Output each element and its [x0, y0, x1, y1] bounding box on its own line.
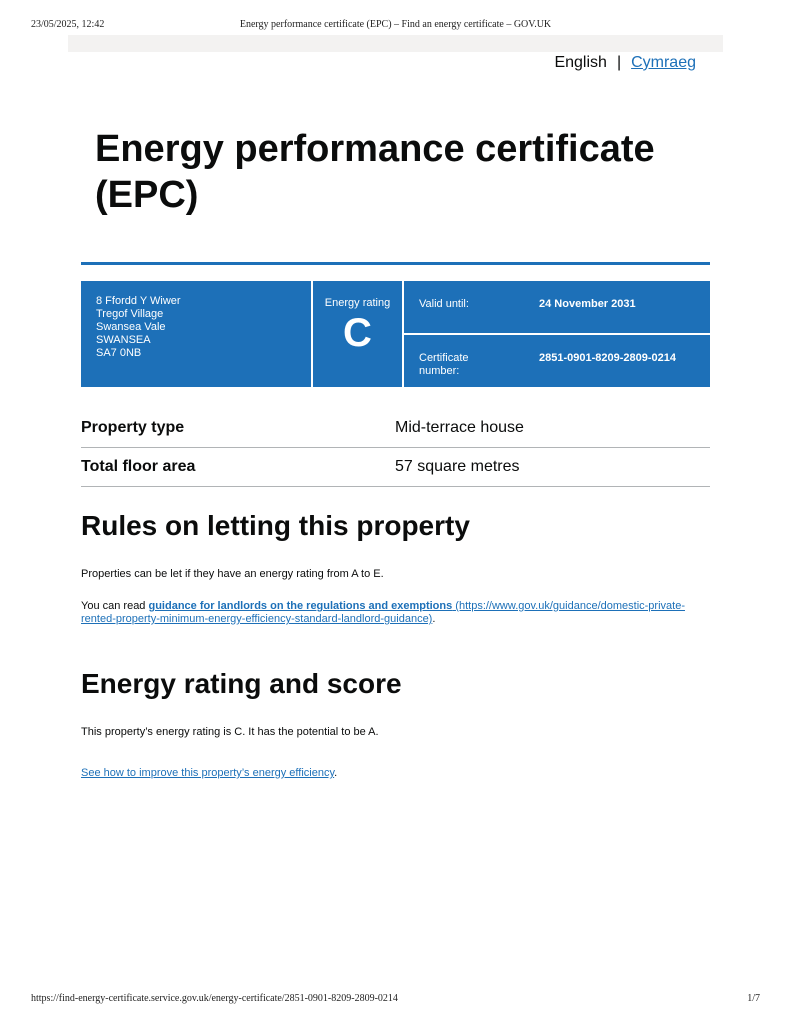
energy-rating-cell: [313, 281, 402, 387]
certificate-number-value: 2851-0901-8209-2809-0214: [539, 352, 677, 364]
address-line: Swansea Vale: [96, 321, 166, 333]
address-line: Tregof Village: [96, 308, 164, 320]
certificate-number-label-line: number:: [419, 365, 460, 377]
improve-paragraph: [81, 767, 701, 780]
improve-efficiency-link[interactable]: See how to improve this property’s energy efficiency: [81, 767, 335, 779]
guidance-suffix: .: [432, 613, 436, 625]
summary-row: [81, 448, 710, 487]
valid-until-value: 24 November 2031: [539, 298, 636, 310]
certificate-number-label: [419, 352, 499, 378]
rules-paragraph: Properties can be let if they have an energy rating from A to E.: [81, 568, 384, 580]
page-title: Energy performance certificate (EPC): [95, 128, 655, 216]
property-summary-list: [81, 409, 710, 487]
guidance-link-text: guidance for landlords on the regulations and exemptions: [148, 600, 453, 612]
address-line: SA7 0NB: [96, 347, 142, 359]
energy-rating-heading: Energy rating and score: [81, 668, 402, 699]
summary-value: 57 square metres: [395, 458, 520, 475]
language-english: English: [554, 54, 607, 71]
guidance-url: (https://www.gov.uk/guidance/domestic-private-rented-property-minimum-energy-efficiency-standard-landlord-guidance): [81, 600, 685, 625]
improve-suffix: .: [334, 767, 338, 779]
property-address: [81, 281, 311, 387]
language-separator: |: [616, 54, 622, 71]
guidance-paragraph: [81, 600, 701, 626]
language-switcher: [554, 54, 696, 72]
epc-summary-box: [81, 281, 710, 387]
certificate-number-cell: [404, 335, 710, 387]
energy-rating-value: C: [343, 311, 372, 355]
address-line: SWANSEA: [96, 334, 151, 346]
guidance-link[interactable]: [81, 600, 685, 625]
guidance-prefix: You can read: [81, 600, 149, 612]
certificate-number-label-line: Certificate: [419, 352, 469, 364]
rules-heading: Rules on letting this property: [81, 510, 470, 541]
address-line: 8 Ffordd Y Wiwer: [96, 295, 181, 307]
summary-key: Property type: [81, 419, 185, 436]
title-divider: [81, 262, 710, 265]
page-number: 1/7: [747, 993, 760, 1004]
print-date: 23/05/2025, 12:42: [31, 19, 105, 30]
valid-until-label: Valid until:: [419, 298, 469, 310]
valid-until-cell: [404, 281, 710, 333]
energy-rating-paragraph: This property’s energy rating is C. It has the potential to be A.: [81, 726, 379, 738]
summary-row: [81, 409, 710, 448]
print-title: Energy performance certificate (EPC) – Find an energy certificate – GOV.UK: [239, 19, 552, 30]
summary-key: Total floor area: [81, 458, 196, 475]
energy-rating-label: Energy rating: [324, 297, 391, 309]
header-bar: [68, 35, 723, 52]
summary-value: Mid-terrace house: [395, 419, 524, 436]
print-url: https://find-energy-certificate.service.gov.uk/energy-certificate/2851-0901-8209-2809-0214: [31, 993, 398, 1004]
language-welsh-link[interactable]: Cymraeg: [631, 54, 696, 71]
